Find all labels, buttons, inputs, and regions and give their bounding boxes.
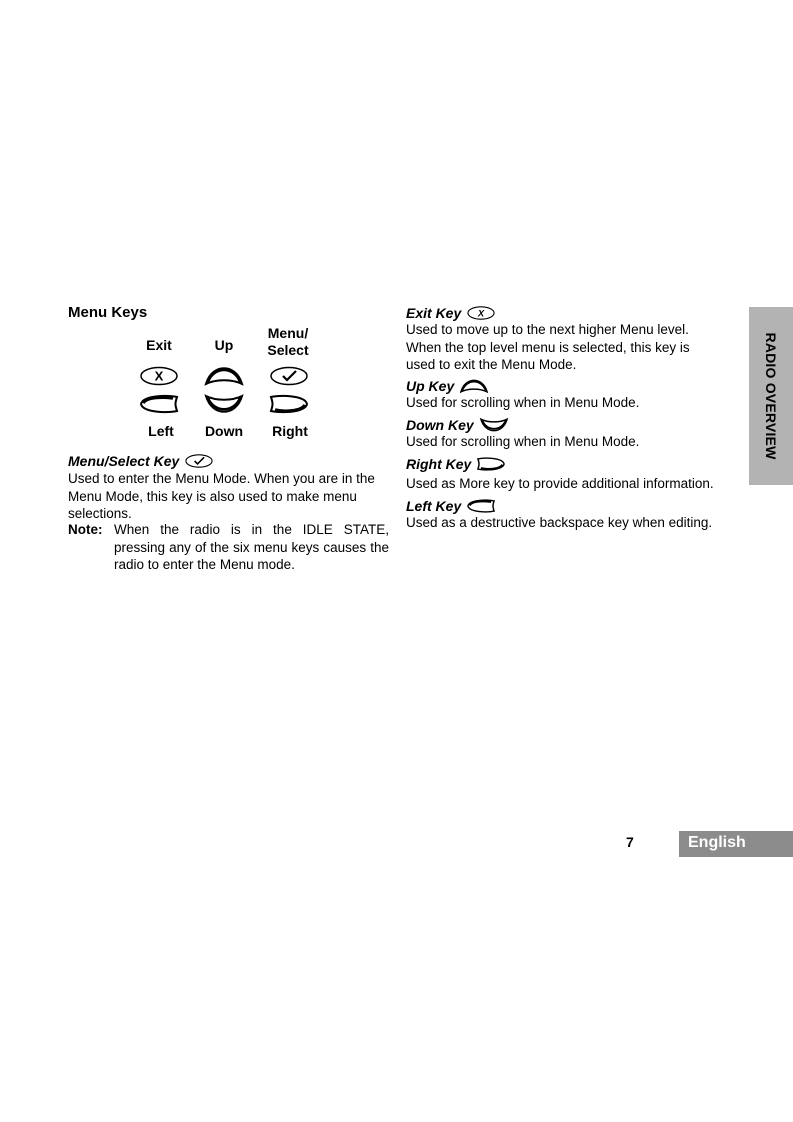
key-label-left: Left [148,423,174,439]
right-key-heading-text: Right Key [406,456,472,472]
exit-key-icon [465,305,497,321]
note [68,521,390,574]
menu-select-key-description: Used to enter the Menu Mode. When you are in the Menu Mode, this key is also used to make menu selections. [68,471,375,521]
svg-text:X: X [478,308,485,320]
note-text: When the radio is in the IDLE STATE, pressing any of the six menu keys causes the radio to enter the Menu mode. [114,522,389,572]
language-tab [679,831,793,857]
down-key-heading-text: Down Key [406,417,474,433]
exit-key-heading-text: Exit Key [406,305,462,321]
menu-select-key-icon [183,453,215,469]
up-key-heading [406,377,490,395]
key-label-menu-select: Menu/ Select [267,325,309,358]
right-key-icon [269,393,309,415]
note-label: Note: [68,522,103,537]
svg-text:X: X [154,368,164,384]
key-label-up: Up [214,337,234,353]
page-number: 7 [626,834,634,850]
up-key-icon [458,378,490,394]
menu-select-key-heading [68,452,215,470]
menu-select-key-icon [269,365,309,387]
language-label: English [688,834,746,851]
right-key-heading [406,455,507,473]
down-key-heading [406,416,510,434]
menu-select-key-heading-text: Menu/Select Key [68,453,180,469]
left-key-heading-text: Left Key [406,498,462,514]
down-key-icon [478,417,510,433]
down-key-icon [204,393,244,415]
exit-key-description: Used to move up to the next higher Menu level. When the top level menu is selected, this key is used to exit the Menu Mode. [406,322,690,372]
left-key-icon [139,393,179,415]
up-key-icon [204,365,244,387]
key-label-right: Right [272,423,308,439]
left-key-heading [406,497,497,515]
exit-key-icon [139,365,179,387]
right-key-description: Used as More key to provide additional information. [406,476,714,491]
down-key-description: Used for scrolling when in Menu Mode. [406,434,640,449]
side-tab-label: RADIO OVERVIEW [763,332,779,460]
up-key-heading-text: Up Key [406,378,455,394]
left-key-description: Used as a destructive backspace key when editing. [406,515,713,530]
left-key-icon [465,498,497,514]
key-label-exit: Exit [146,337,172,353]
up-key-description: Used for scrolling when in Menu Mode. [406,395,640,410]
side-tab [749,307,793,485]
exit-key-heading [406,304,497,322]
key-label-down: Down [204,423,244,439]
section-title: Menu Keys [68,304,148,321]
right-key-icon [475,456,507,472]
